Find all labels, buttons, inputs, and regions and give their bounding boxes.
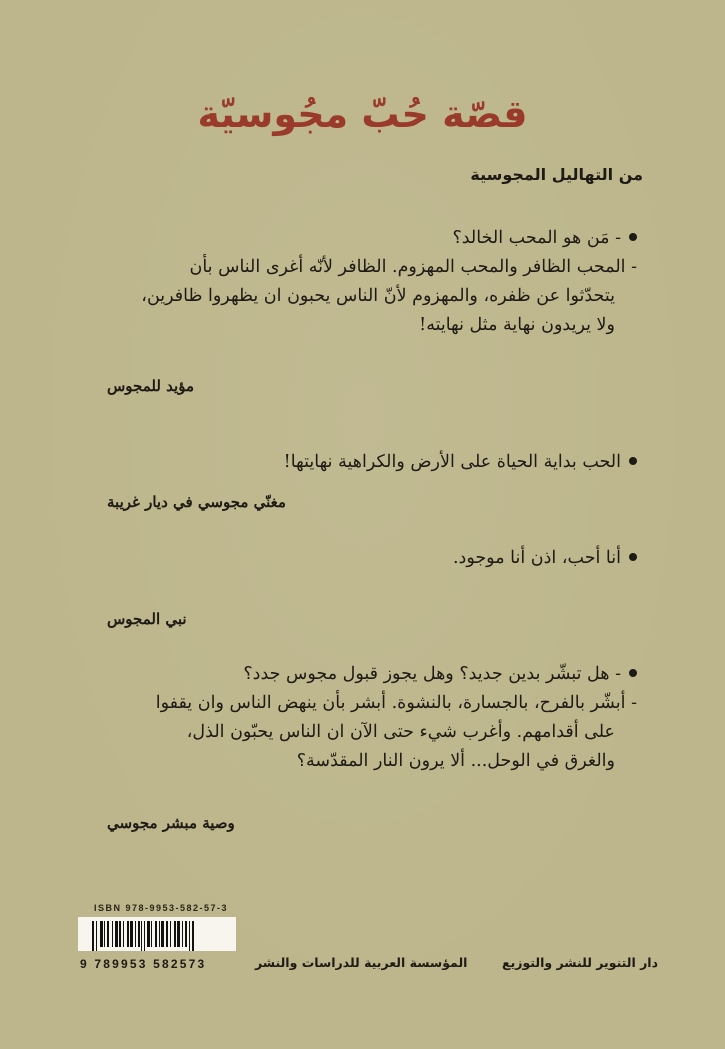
section-heading: من التهاليل المجوسية [470,165,643,184]
quote-line: الحب بداية الحياة على الأرض والكراهية نهايتها! [82,448,637,477]
bullet-icon [629,553,637,561]
barcode [78,917,236,951]
bullet-icon [629,233,637,241]
isbn-label: ISBN 978-9953-582-57-3 [94,903,229,913]
quote-line: ولا يريدون نهاية مثل نهايته! [419,315,615,335]
quote-line: - المحب الظافر والمحب المهزوم. الظافر لأنّه أغرى الناس بأن [189,257,637,277]
quote-line: أنا أحب، اذن أنا موجود. [82,544,637,573]
quote-attribution-2: مغنّي مجوسي في ديار غريبة [107,493,286,511]
book-title: قصّة حُبّ مجُوسيّة [197,92,528,136]
isbn-digits: 9 789953 582573 [80,957,207,971]
quote-line: والغرق في الوحل... ألا يرون النار المقدّسة؟ [296,751,615,771]
quote-line: يتحدّثوا عن ظفره، والمهزوم لأنّ الناس يحبون ان يظهروا ظافرين، [141,286,615,306]
quote-block-3 [82,544,637,573]
quote-block-4 [82,660,637,776]
quote-line: - مَن هو المحب الخالد؟ [82,224,637,253]
quote-attribution-1: مؤيد للمجوس [107,377,195,395]
quote-line: على أقدامهم. وأغرب شيء حتى الآن ان الناس يحبّون الذل، [186,722,615,742]
publisher-arab-institute: المؤسسة العربية للدراسات والنشر [255,955,468,970]
quote-line: - هل تبشّر بدين جديد؟ وهل يجوز قبول مجوس جدد؟ [82,660,637,689]
quote-block-2 [82,448,637,477]
barcode-icon [92,921,194,951]
quote-attribution-4: وصية مبشر مجوسي [107,814,235,832]
publisher-dar-altanweer: دار التنوير للنشر والتوزيع [502,955,658,970]
bullet-icon [629,457,637,465]
bullet-icon [629,669,637,677]
quote-attribution-3: نبي المجوس [107,610,187,628]
quote-line: - أبشّر بالفرح، بالجسارة، بالنشوة. أبشر بأن ينهض الناس وان يقفوا [155,693,637,713]
quote-block-1 [82,224,637,340]
